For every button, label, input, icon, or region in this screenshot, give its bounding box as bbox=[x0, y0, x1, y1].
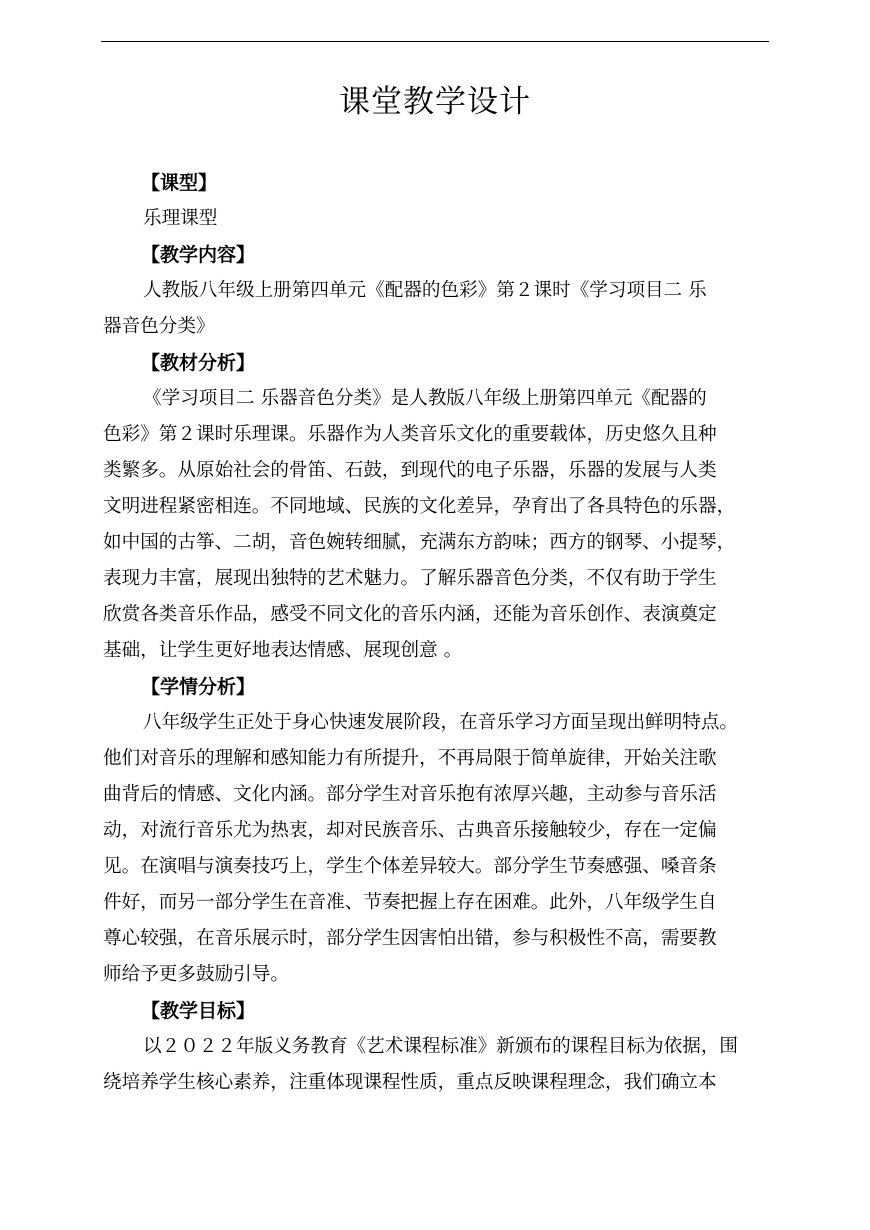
paragraph-line: 八年级学生正处于身心快速发展阶段，在音乐学习方面呈现出鲜明特点。 bbox=[143, 712, 739, 733]
paragraph-line: 如中国的古筝、二胡，音色婉转细腻，充满东方韵味；西方的钢琴、小提琴， bbox=[103, 532, 736, 553]
paragraph-line: 见。在演唱与演奏技巧上，学生个体差异较大。部分学生节奏感强、嗓音条 bbox=[103, 856, 717, 877]
section-body-textbook-analysis bbox=[103, 381, 771, 669]
section-body-student-analysis bbox=[103, 705, 771, 993]
paragraph-line: 师给予更多鼓励引导。 bbox=[103, 964, 289, 985]
paragraph-line: 绕培养学生核心素养，注重体现课程性质，重点反映课程理念，我们确立本 bbox=[103, 1072, 717, 1093]
paragraph-line: 人教版八年级上册第四单元《配器的色彩》第２课时《学习项目二 乐 bbox=[143, 280, 707, 301]
paragraph-line: 色彩》第２课时乐理课。乐器作为人类音乐文化的重要载体，历史悠久且种 bbox=[103, 424, 717, 445]
paragraph-line: 类繁多。从原始社会的骨笛、石鼓，到现代的电子乐器，乐器的发展与人类 bbox=[103, 460, 717, 481]
paragraph-line: 动，对流行音乐尤为热衷，却对民族音乐、古典音乐接触较少，存在一定偏 bbox=[103, 820, 717, 841]
paragraph-line: 表现力丰富，展现出独特的艺术魅力。了解乐器音色分类，不仅有助于学生 bbox=[103, 568, 717, 589]
paragraph-line: 欣赏各类音乐作品，感受不同文化的音乐内涵，还能为音乐创作、表演奠定 bbox=[103, 604, 717, 625]
paragraph-line: 《学习项目二 乐器音色分类》是人教版八年级上册第四单元《配器的 bbox=[143, 388, 707, 409]
paragraph-line: 件好，而另一部分学生在音准、节奏把握上存在困难。此外，八年级学生自 bbox=[103, 892, 717, 913]
paragraph-line: 曲背后的情感、文化内涵。部分学生对音乐抱有浓厚兴趣，主动参与音乐活 bbox=[103, 784, 717, 805]
section-heading-textbook-analysis: 【教材分析】 bbox=[141, 352, 256, 374]
section-body-lesson-type bbox=[103, 201, 771, 237]
header-rule bbox=[101, 41, 769, 42]
paragraph-line: 以２０２２年版义务教育《艺术课程标准》新颁布的课程目标为依据，围 bbox=[143, 1036, 739, 1057]
section-heading-lesson-type: 【课型】 bbox=[141, 172, 218, 194]
paragraph-line: 乐理课型 bbox=[143, 208, 218, 229]
document-body bbox=[103, 165, 771, 1101]
section-heading-teaching-objectives: 【教学目标】 bbox=[141, 1000, 256, 1022]
paragraph-line: 尊心较强，在音乐展示时，部分学生因害怕出错，参与积极性不高，需要教 bbox=[103, 928, 717, 949]
section-heading-teaching-content: 【教学内容】 bbox=[141, 244, 256, 266]
document-title: 课堂教学设计 bbox=[339, 84, 531, 120]
paragraph-line: 器音色分类》 bbox=[103, 316, 215, 337]
paragraph-line: 基础，让学生更好地表达情感、展现创意 。 bbox=[103, 640, 463, 661]
section-heading-student-analysis: 【学情分析】 bbox=[141, 676, 256, 698]
paragraph-line: 他们对音乐的理解和感知能力有所提升，不再局限于简单旋律，开始关注歌 bbox=[103, 748, 717, 769]
section-body-teaching-objectives bbox=[103, 1029, 771, 1101]
section-body-teaching-content bbox=[103, 273, 771, 345]
paragraph-line: 文明进程紧密相连。不同地域、民族的文化差异，孕育出了各具特色的乐器， bbox=[103, 496, 736, 517]
